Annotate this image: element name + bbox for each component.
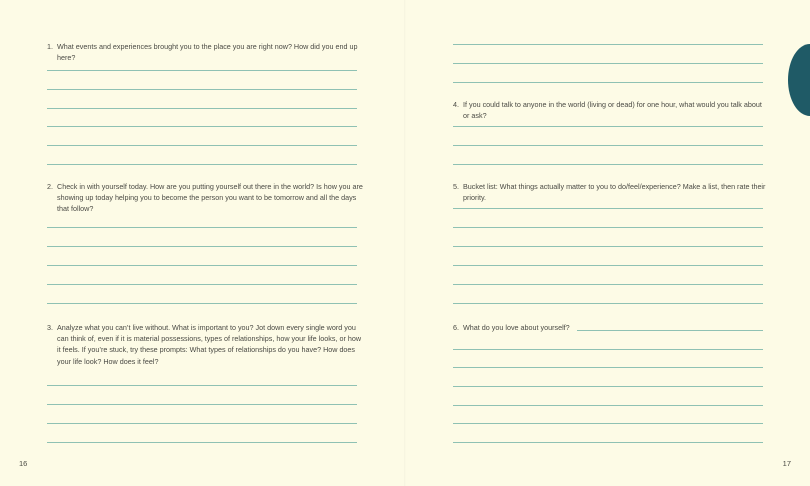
writing-line[interactable] xyxy=(47,246,357,247)
question-5 xyxy=(453,181,769,203)
writing-line[interactable] xyxy=(453,423,763,424)
writing-line[interactable] xyxy=(47,385,357,386)
question-text: Check in with yourself today. How are you putting yourself out there in the world? Is how you are showing up today helping you to become the person you want to be tomorrow and all the days that follow? xyxy=(57,182,363,214)
writing-line[interactable] xyxy=(577,330,763,331)
writing-line[interactable] xyxy=(453,386,763,387)
question-1 xyxy=(47,41,363,63)
section-tab xyxy=(788,44,810,116)
question-4 xyxy=(453,99,769,121)
writing-line[interactable] xyxy=(453,303,763,304)
writing-line[interactable] xyxy=(47,108,357,109)
writing-line[interactable] xyxy=(453,145,763,146)
writing-line[interactable] xyxy=(47,423,357,424)
writing-line[interactable] xyxy=(453,227,763,228)
writing-line[interactable] xyxy=(453,82,763,83)
writing-line[interactable] xyxy=(47,284,357,285)
writing-line[interactable] xyxy=(453,349,763,350)
writing-line[interactable] xyxy=(453,126,763,127)
question-number: 1. xyxy=(47,42,53,51)
question-text: What events and experiences brought you to the place you are right now? How did you end up here? xyxy=(57,42,358,63)
question-text: If you could talk to anyone in the world (living or dead) for one hour, what would you talk about or ask? xyxy=(463,100,762,121)
writing-line[interactable] xyxy=(47,164,357,165)
writing-line[interactable] xyxy=(453,44,763,45)
writing-line[interactable] xyxy=(47,145,357,146)
writing-line[interactable] xyxy=(453,405,763,406)
writing-line[interactable] xyxy=(453,208,763,209)
writing-line[interactable] xyxy=(453,265,763,266)
writing-line[interactable] xyxy=(47,70,357,71)
writing-line[interactable] xyxy=(47,265,357,266)
writing-line[interactable] xyxy=(47,442,357,443)
question-text: Analyze what you can’t live without. What is important to you? Jot down every single word you can think of, even if it is material possessions, types of relationships, how your life looks, or how it feels. If you’re stuck, try these prompts: What types of relationships do you have? How does your life look? How does it feel? xyxy=(57,323,362,366)
question-6 xyxy=(453,322,769,333)
writing-line[interactable] xyxy=(453,442,763,443)
question-number: 3. xyxy=(47,323,53,332)
question-number: 5. xyxy=(453,182,459,191)
question-number: 2. xyxy=(47,182,53,191)
question-number: 4. xyxy=(453,100,459,109)
writing-line[interactable] xyxy=(453,367,763,368)
question-2 xyxy=(47,181,363,215)
question-number: 6. xyxy=(453,323,459,332)
question-text: What do you love about yourself? xyxy=(463,323,570,332)
writing-line[interactable] xyxy=(453,284,763,285)
question-3 xyxy=(47,322,363,367)
writing-line[interactable] xyxy=(453,63,763,64)
writing-line[interactable] xyxy=(47,227,357,228)
writing-line[interactable] xyxy=(47,404,357,405)
writing-line[interactable] xyxy=(453,246,763,247)
page-number: 17 xyxy=(782,459,791,468)
writing-line[interactable] xyxy=(47,303,357,304)
right-page xyxy=(405,0,810,486)
writing-line[interactable] xyxy=(453,164,763,165)
writing-line[interactable] xyxy=(47,126,357,127)
page-number: 16 xyxy=(19,459,28,468)
question-text: Bucket list: What things actually matter to you to do/feel/experience? Make a list, then rate their priority. xyxy=(463,182,766,203)
writing-line[interactable] xyxy=(47,89,357,90)
